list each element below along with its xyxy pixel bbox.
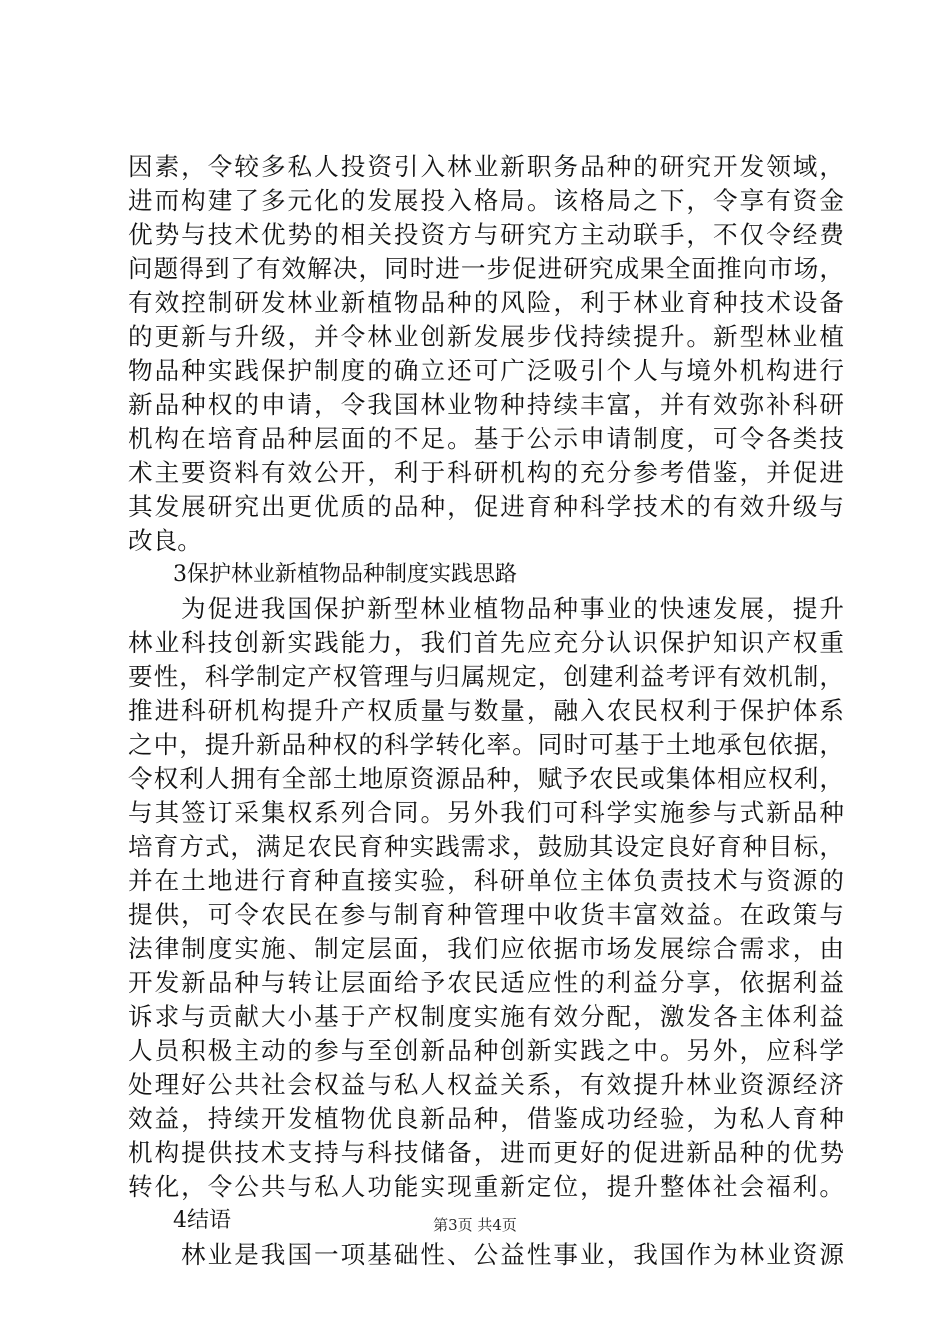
text-line: 因素，令较多私人投资引入林业新职务品种的研究开发领域， [128, 152, 844, 181]
text-line: 诉求与贡献大小基于产权制度实施有效分配，激发各主体利益 [128, 1002, 844, 1031]
text-line: 其发展研究出更优质的品种，促进育种科学技术的有效升级与 [128, 492, 844, 521]
text-line: 术主要资料有效公开，利于科研机构的充分参考借鉴，并促进 [128, 458, 844, 487]
paragraph-1 [128, 150, 844, 558]
text-line: 开发新品种与转让层面给予农民适应性的利益分享，依据利益 [128, 968, 844, 997]
text-line: 令权利人拥有全部土地原资源品种，赋予农民或集体相应权利， [128, 764, 844, 793]
paragraph-3 [128, 1238, 844, 1272]
text-line: 转化，令公共与私人功能实现重新定位，提升整体社会福利。 [128, 1172, 844, 1201]
text-line: 改良。 [128, 526, 202, 555]
text-line: 为促进我国保护新型林业植物品种事业的快速发展，提升 [181, 594, 844, 623]
paragraph-2 [128, 592, 844, 1204]
text-line: 有效控制研发林业新植物品种的风险，利于林业育种技术设备 [128, 288, 844, 317]
text-line: 的更新与升级，并令林业创新发展步伐持续提升。新型林业植 [128, 322, 844, 351]
text-line: 林业科技创新实践能力，我们首先应充分认识保护知识产权重 [128, 628, 844, 657]
text-line: 之中，提升新品种权的科学转化率。同时可基于土地承包依据， [128, 730, 844, 759]
text-line: 林业是我国一项基础性、公益性事业，我国作为林业资源 [181, 1240, 844, 1269]
page-footer: 第3页 共4页 [433, 1216, 517, 1234]
text-line: 与其签订采集权系列合同。另外我们可科学实施参与式新品种 [128, 798, 844, 827]
text-line: 法律制度实施、制定层面，我们应依据市场发展综合需求，由 [128, 934, 844, 963]
text-line: 推进科研机构提升产权质量与数量，融入农民权利于保护体系 [128, 696, 844, 725]
document-body [128, 150, 844, 1272]
text-line: 提供，可令农民在参与制育种管理中收货丰富效益。在政策与 [128, 900, 844, 929]
text-line: 机构提供技术支持与科技储备，进而更好的促进新品种的优势 [128, 1138, 844, 1167]
text-line: 优势与技术优势的相关投资方与研究方主动联手，不仅令经费 [128, 220, 844, 249]
text-line: 效益，持续开发植物优良新品种，借鉴成功经验，为私人育种 [128, 1104, 844, 1133]
text-line: 人员积极主动的参与至创新品种创新实践之中。另外，应科学 [128, 1036, 844, 1065]
text-line: 并在土地进行育种直接实验，科研单位主体负责技术与资源的 [128, 866, 844, 895]
text-line: 处理好公共社会权益与私人权益关系，有效提升林业资源经济 [128, 1070, 844, 1099]
text-line: 物品种实践保护制度的确立还可广泛吸引个人与境外机构进行 [128, 356, 844, 385]
text-line: 要性，科学制定产权管理与归属规定，创建利益考评有效机制， [128, 662, 844, 691]
section-heading-4: 4结语 [173, 1208, 231, 1233]
text-line: 进而构建了多元化的发展投入格局。该格局之下，令享有资金 [128, 186, 844, 215]
text-line: 新品种权的申请，令我国林业物种持续丰富，并有效弥补科研 [128, 390, 844, 419]
text-line: 机构在培育品种层面的不足。基于公示申请制度，可令各类技 [128, 424, 844, 453]
section-heading-3: 3保护林业新植物品种制度实践思路 [173, 562, 517, 587]
text-line: 问题得到了有效解决，同时进一步促进研究成果全面推向市场， [128, 254, 844, 283]
text-line: 培育方式，满足农民育种实践需求，鼓励其设定良好育种目标， [128, 832, 844, 861]
